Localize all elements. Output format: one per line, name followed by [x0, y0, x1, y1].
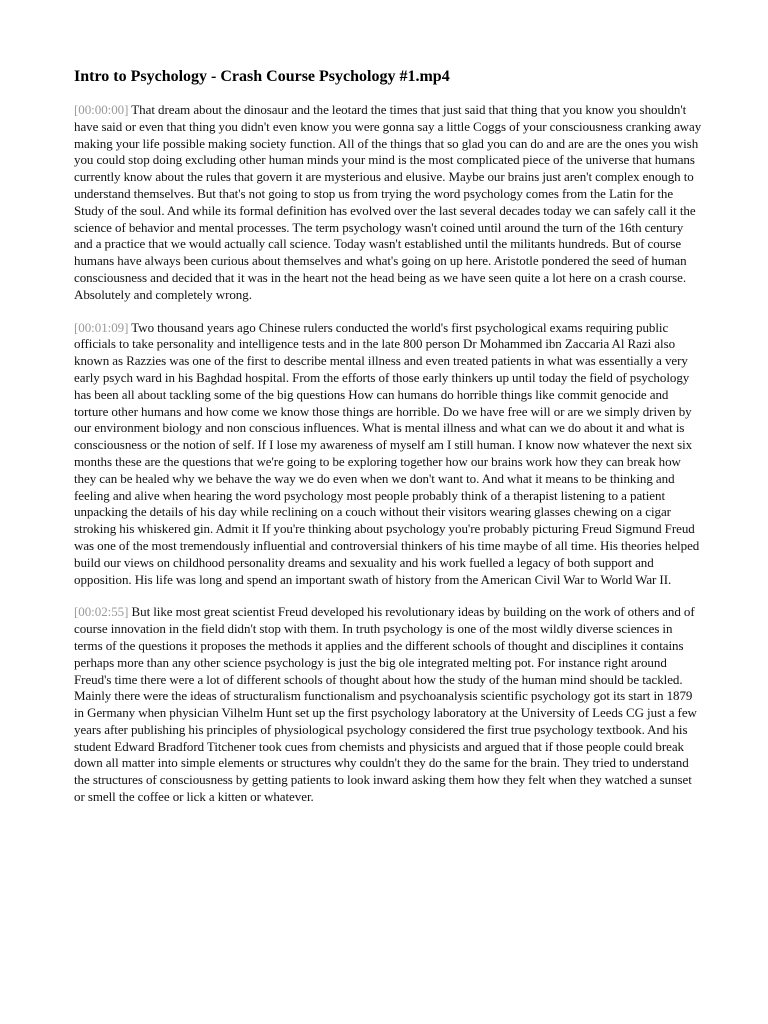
- document-title: Intro to Psychology - Crash Course Psychology #1.mp4: [74, 68, 450, 85]
- transcript-paragraph-2: [74, 320, 702, 589]
- paragraph-text: Two thousand years ago Chinese rulers conducted the world's first psychological exams requiring public officials to take personality and intelligence tests and in the late 800 person Dr Mohammed ibn Zaccaria Al Razi also known as Razzies was one of the first to describe mental illness and even treated patients in what was essentially a very early psych ward in his Baghdad hospital. From the efforts of those early thinkers up until today the field of psychology has been all about tackling some of the big questions How can humans do horrible things like commit genocide and torture other humans and how come we know those things are horrible. Do we have free will or are we simply driven by our environment biology and non conscious influences. What is mental illness and what can we do about it and what is consciousness or the notion of self. If I lose my awareness of myself am I still human. I know now whatever the next six months these are the questions that we're going to be exploring together how our brains work how they can break how they can be healed why we behave the way we do even when we don't want to. And what it means to be thinking and feeling and alive when hearing the word psychology most people probably think of a therapist listening to a patient unpacking the details of his day while reclining on a couch without their visitors wearing glasses chewing on a cigar stroking his whiskered gin. Admit it If you're thinking about psychology you're probably picturing Freud Sigmund Freud was one of the most tremendously influential and controversial thinkers of his time maybe of all time. His theories helped build our views on childhood personality dreams and sexuality and his work fuelled a legacy of both support and opposition. His life was long and spend an important swath of history from the American Civil War to World War II.: [74, 319, 700, 587]
- transcript-paragraph-1: [74, 102, 702, 304]
- timestamp: [00:01:09]: [74, 319, 129, 335]
- transcript-page: [74, 66, 702, 822]
- timestamp: [00:02:55]: [74, 604, 129, 620]
- transcript-paragraph-3: [74, 604, 702, 806]
- paragraph-text: But like most great scientist Freud developed his revolutionary ideas by building on the work of others and of course innovation in the field didn't stop with them. In truth psychology is one of the most wildly diverse sciences in terms of the questions it proposes the methods it applies and the different schools of thought and disciplines it contains perhaps more than any other science psychology is just the big ole integrated melting pot. For instance right around Freud's time there were a lot of different schools of thought about how the study of the human mind should be tackled. Mainly there were the ideas of structuralism functionalism and psychoanalysis scientific psychology got its start in 1879 in Germany when physician Vilhelm Hunt set up the first psychology laboratory at the University of Leeds CG just a few years after publishing his principles of physiological psychology considered the first true psychology textbook. And his student Edward Bradford Titchener took cues from chemists and physicists and argued that if those people could break down all matter into simple elements or structures why couldn't they do the same for the brain. They tried to understand the structures of consciousness by getting patients to look inward asking them how they felt when they watched a sunset or smell the coffee or lick a kitten or whatever.: [74, 604, 697, 805]
- paragraph-text: That dream about the dinosaur and the leotard the times that just said that thing that you know you shouldn't have said or even that thing you didn't even know you were gonna say a little Coggs of your consciousness cranking away making your life possible making society function. All of the things that so glad you can do and are are the ones you wish you could stop doing excluding other human minds your mind is the most complicated piece of the universe that humans currently know about the rules that govern it are mysterious and elusive. Maybe our brains just aren't complex enough to understand themselves. But that's not going to stop us from trying the word psychology comes from the Latin for the Study of the soul. And while its formal definition has evolved over the last several decades today we can safely call it the science of behavior and mental processes. The term psychology wasn't coined until around the turn of the 16th century and a practice that we would actually call science. Today wasn't established until the militants hundreds. But of course humans have always been curious about themselves and what's going on up here. Aristotle pondered the seed of human consciousness and decided that it was in the heart not the head being as we have seen quite a lot here on a crash course. Absolutely and completely wrong.: [74, 102, 702, 302]
- timestamp: [00:00:00]: [74, 102, 129, 117]
